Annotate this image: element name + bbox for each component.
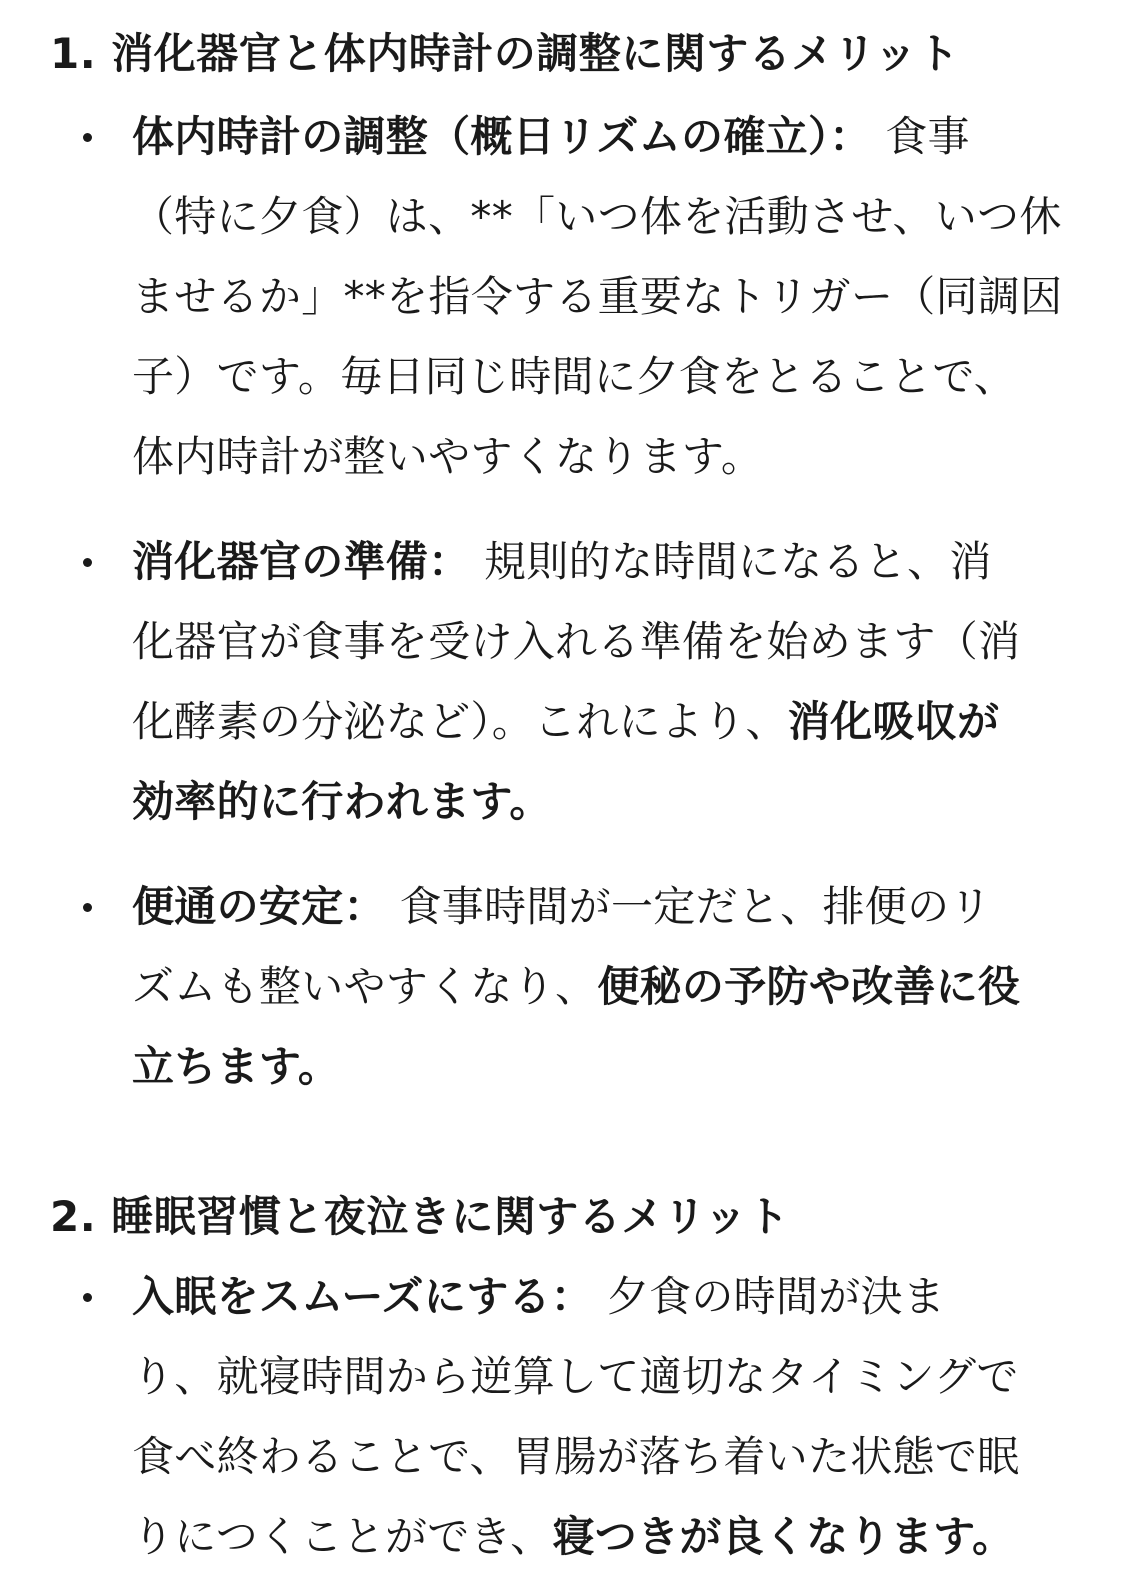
bullet-dot <box>83 1293 92 1302</box>
text-line <box>132 1417 1077 1497</box>
text-line <box>132 177 1077 257</box>
bold-span: 消化吸収が <box>787 697 1000 746</box>
text-line <box>132 337 1077 417</box>
bold-span: 体内時計の調整（概日リズムの確立）： <box>132 112 872 161</box>
text-span: ズムも整いやすくなり、 <box>132 962 598 1011</box>
text-line <box>132 867 1077 947</box>
bullet-dot <box>83 133 92 142</box>
bold-span: 便通の安定： <box>132 882 386 931</box>
text-span: 食事時間が一定だと、排便のリ <box>385 882 992 931</box>
text-span: りにつくことができ、 <box>132 1512 553 1561</box>
bold-span: 消化器官の準備： <box>132 537 471 586</box>
text-line <box>132 1027 1077 1107</box>
text-span: 規則的な時間になると、消 <box>470 537 992 586</box>
bullet-dot <box>83 903 92 912</box>
section-heading-digestion: 1. 消化器官と体内時計の調整に関するメリット <box>50 29 960 78</box>
text-line <box>132 417 1077 497</box>
bullet-dot <box>83 558 92 567</box>
text-line <box>132 97 1077 177</box>
section-heading-sleep: 2. 睡眠習慣と夜泣きに関するメリット <box>50 1192 790 1241</box>
text-line <box>132 682 1077 762</box>
bold-span: 寝つきが良くなります。 <box>552 1512 1015 1561</box>
bold-span: 立ちます。 <box>132 1042 341 1091</box>
text-span: 化器官が食事を受け入れる準備を始めます（消 <box>132 617 1021 666</box>
text-line <box>132 522 1077 602</box>
bold-span: 効率的に行われます。 <box>132 777 552 826</box>
text-span: 体内時計が整いやすくなります。 <box>132 432 764 481</box>
text-span: 食べ終わることで、胃腸が落ち着いた状態で眠 <box>132 1432 1020 1481</box>
bold-span: 入眠をスムーズにする： <box>132 1272 594 1321</box>
text-line <box>132 1497 1077 1577</box>
text-line <box>132 1257 1077 1337</box>
text-span: ませるか」**を指令する重要なトリガー（同調因 <box>132 272 1063 321</box>
bullet-text <box>132 867 1077 1107</box>
text-line <box>132 947 1077 1027</box>
text-line <box>132 257 1077 337</box>
bullet-text <box>132 97 1077 497</box>
bold-span: 便秘の予防や改善に役 <box>597 962 1021 1011</box>
text-span: 化酵素の分泌など）。これにより、 <box>132 697 788 746</box>
text-span: 子）です。毎日同じ時間に夕食をとることで、 <box>132 352 1017 401</box>
text-span: 夕食の時間が決ま <box>593 1272 946 1321</box>
bullet-text <box>132 1257 1077 1577</box>
bullet-text <box>132 522 1077 842</box>
text-line <box>132 602 1077 682</box>
text-line <box>132 1337 1077 1417</box>
text-span: 食事 <box>871 112 970 161</box>
text-line <box>132 762 1077 842</box>
text-span: （特に夕食）は、**「いつ体を活動させ、いつ休 <box>132 192 1062 241</box>
text-span: り、就寝時間から逆算して適切なタイミングで <box>132 1352 1019 1401</box>
